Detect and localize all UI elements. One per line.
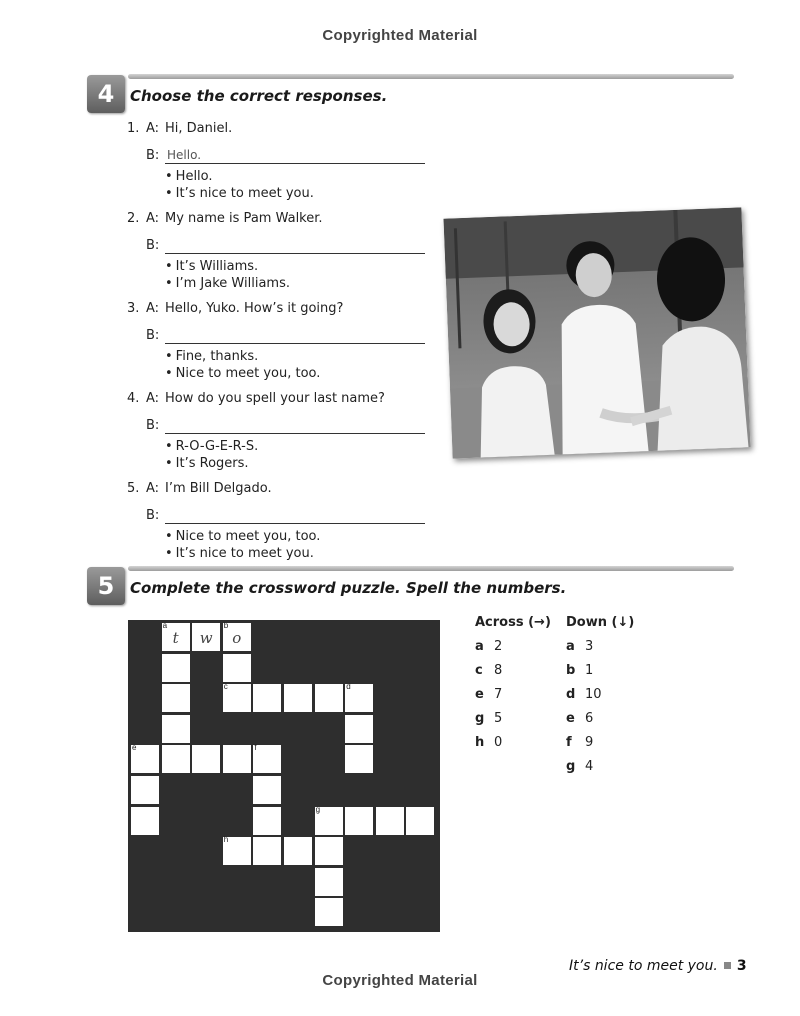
speaker-b-label: B:: [146, 148, 160, 163]
question-a-line: [127, 301, 437, 321]
crossword-letter: w: [199, 629, 213, 647]
question-item: [127, 211, 437, 292]
clue-value: 7: [494, 687, 503, 702]
speaker-b-label: B:: [146, 328, 160, 343]
answer-options: [165, 168, 437, 202]
crossword-cell[interactable]: [222, 683, 252, 713]
crossword-cell[interactable]: [314, 806, 344, 836]
section-5-number: 5: [87, 567, 125, 605]
clue-letter: h: [475, 735, 485, 750]
crossword-clue-label: c: [223, 682, 228, 692]
crossword-cell[interactable]: [161, 653, 191, 683]
speaker-a-label: A:: [146, 211, 160, 226]
crossword-cell[interactable]: [130, 806, 160, 836]
crossword-clue-label: h: [223, 835, 229, 845]
speaker-b-label: B:: [146, 418, 160, 433]
crossword-cell[interactable]: [191, 744, 221, 774]
crossword-cell[interactable]: [314, 867, 344, 897]
crossword-cell[interactable]: [252, 836, 282, 866]
crossword-cell[interactable]: [314, 836, 344, 866]
question-a-line: [127, 391, 437, 411]
crossword-cell[interactable]: [161, 714, 191, 744]
speaker-b-label: B:: [146, 238, 160, 253]
answer-option[interactable]: • It’s Rogers.: [165, 455, 437, 472]
crossword-cell[interactable]: [283, 836, 313, 866]
speaker-a-label: A:: [146, 301, 160, 316]
clue-letter: a: [566, 639, 575, 654]
section-4-rule: [128, 74, 734, 79]
down-clue: [566, 757, 634, 781]
crossword-cell[interactable]: [222, 653, 252, 683]
section-5-rule: [128, 566, 734, 571]
across-clue: [475, 685, 551, 709]
answer-options: [165, 348, 437, 382]
crossword-cell[interactable]: [344, 683, 374, 713]
crossword-cell[interactable]: [222, 836, 252, 866]
crossword-cell[interactable]: [344, 806, 374, 836]
clue-letter: g: [475, 711, 485, 726]
down-heading: Down (↓): [566, 615, 635, 630]
clue-letter: c: [475, 663, 483, 678]
crossword-cell[interactable]: [405, 806, 435, 836]
crossword-cell[interactable]: [191, 622, 221, 652]
question-b-line: [146, 411, 437, 434]
question-list: [127, 121, 437, 571]
clue-value: 2: [494, 639, 503, 654]
question-item: [127, 391, 437, 472]
question-b-line: [146, 141, 437, 164]
speaker-a-text: My name is Pam Walker.: [165, 211, 323, 226]
clue-value: 6: [585, 711, 594, 726]
across-clue: [475, 709, 551, 733]
answer-input[interactable]: Hello.: [165, 147, 425, 164]
crossword-cell[interactable]: [344, 714, 374, 744]
clue-letter: e: [566, 711, 575, 726]
answer-option[interactable]: • Fine, thanks.: [165, 348, 437, 365]
crossword-grid: [128, 620, 440, 932]
speaker-a-text: Hi, Daniel.: [165, 121, 233, 136]
crossword-cell[interactable]: [283, 683, 313, 713]
clue-letter: b: [566, 663, 576, 678]
footer-square-icon: [724, 962, 731, 969]
question-b-line: [146, 321, 437, 344]
answer-input[interactable]: [165, 417, 425, 434]
clue-value: 4: [585, 759, 594, 774]
crossword-cell[interactable]: [252, 744, 282, 774]
speaker-b-label: B:: [146, 508, 160, 523]
clue-value: 5: [494, 711, 503, 726]
question-number: 4.: [127, 391, 140, 406]
across-heading: Across (→): [475, 615, 551, 630]
question-number: 3.: [127, 301, 140, 316]
speaker-a-label: A:: [146, 481, 160, 496]
crossword-cell[interactable]: [314, 897, 344, 927]
question-a-line: [127, 211, 437, 231]
crossword-cell[interactable]: [161, 622, 191, 652]
footer-title: It’s nice to meet you.: [569, 958, 718, 974]
clue-value: 3: [585, 639, 594, 654]
question-a-line: [127, 481, 437, 501]
crossword-cell[interactable]: [222, 744, 252, 774]
crossword-clue-label: b: [223, 621, 229, 630]
page-number: 3: [736, 958, 747, 974]
crossword-clue-label: f: [254, 743, 257, 753]
speaker-a-text: Hello, Yuko. How’s it going?: [165, 301, 344, 316]
section-5-title: Complete the crossword puzzle. Spell the numbers.: [130, 579, 567, 597]
crossword-cell[interactable]: [252, 683, 282, 713]
clue-value: 1: [585, 663, 594, 678]
clue-value: 10: [585, 687, 602, 702]
down-clue: [566, 637, 634, 661]
answer-options: [165, 528, 437, 562]
speaker-a-label: A:: [146, 121, 160, 136]
crossword-cell[interactable]: [222, 622, 252, 652]
clue-value: 0: [494, 735, 503, 750]
across-clue: [475, 637, 551, 661]
question-number: 5.: [127, 481, 140, 496]
down-clue: [566, 709, 634, 733]
section-4-title: Choose the correct responses.: [130, 87, 388, 105]
across-clues: [475, 613, 551, 757]
question-b-line: [146, 501, 437, 524]
down-clue: [566, 733, 634, 757]
section-4-number: 4: [87, 75, 125, 113]
clue-letter: d: [566, 687, 576, 702]
question-item: [127, 301, 437, 382]
across-clue: [475, 661, 551, 685]
clue-letter: a: [475, 639, 484, 654]
clue-letter: g: [566, 759, 576, 774]
answer-options: [165, 438, 437, 472]
question-item: [127, 121, 437, 202]
crossword-cell[interactable]: [375, 806, 405, 836]
answer-option[interactable]: • It’s nice to meet you.: [165, 545, 437, 562]
speaker-a-label: A:: [146, 391, 160, 406]
copyright-header: Copyrighted Material: [322, 27, 478, 44]
question-item: [127, 481, 437, 562]
speaker-a-text: How do you spell your last name?: [165, 391, 385, 406]
answer-options: [165, 258, 437, 292]
answer-option[interactable]: • R-O-G-E-R-S.: [165, 438, 437, 455]
down-clue: [566, 661, 634, 685]
answer-input[interactable]: [165, 327, 425, 344]
clue-letter: f: [566, 735, 572, 750]
answer-option[interactable]: • Nice to meet you, too.: [165, 365, 437, 382]
clue-letter: e: [475, 687, 484, 702]
crossword-cell[interactable]: [344, 744, 374, 774]
crossword-cell[interactable]: [161, 683, 191, 713]
answer-input[interactable]: [165, 507, 425, 524]
down-clues: [566, 613, 634, 781]
question-number: 2.: [127, 211, 140, 226]
crossword-cell[interactable]: [130, 744, 160, 774]
crossword-clue-label: d: [346, 682, 351, 692]
crossword-cell[interactable]: [314, 683, 344, 713]
crossword-clue-label: g: [315, 804, 321, 814]
down-clue: [566, 685, 634, 709]
crossword-cell[interactable]: [130, 775, 160, 805]
crossword-cell[interactable]: [252, 806, 282, 836]
crossword-letter: o: [232, 629, 242, 647]
crossword-cell[interactable]: [161, 744, 191, 774]
question-b-line: [146, 231, 437, 254]
answer-input[interactable]: [165, 237, 425, 254]
answer-option[interactable]: • I’m Jake Williams.: [165, 275, 437, 292]
crossword-clue-label: e: [132, 743, 137, 753]
clue-value: 9: [585, 735, 594, 750]
clue-value: 8: [494, 663, 503, 678]
answer-option[interactable]: • It’s nice to meet you.: [165, 185, 437, 202]
copyright-footer: Copyrighted Material: [322, 972, 478, 989]
answer-option[interactable]: • It’s Williams.: [165, 258, 437, 275]
question-a-line: [127, 121, 437, 141]
speaker-a-text: I’m Bill Delgado.: [165, 481, 272, 496]
question-number: 1.: [127, 121, 140, 136]
crossword-cell[interactable]: [252, 775, 282, 805]
answer-option[interactable]: • Hello.: [165, 168, 437, 185]
photo-image: [444, 207, 751, 458]
across-clue: [475, 733, 551, 757]
photo-three-people-greeting: [444, 207, 751, 458]
crossword-clue-label: a: [162, 621, 168, 630]
crossword-letter: t: [172, 629, 179, 647]
answer-option[interactable]: • Nice to meet you, too.: [165, 528, 437, 545]
